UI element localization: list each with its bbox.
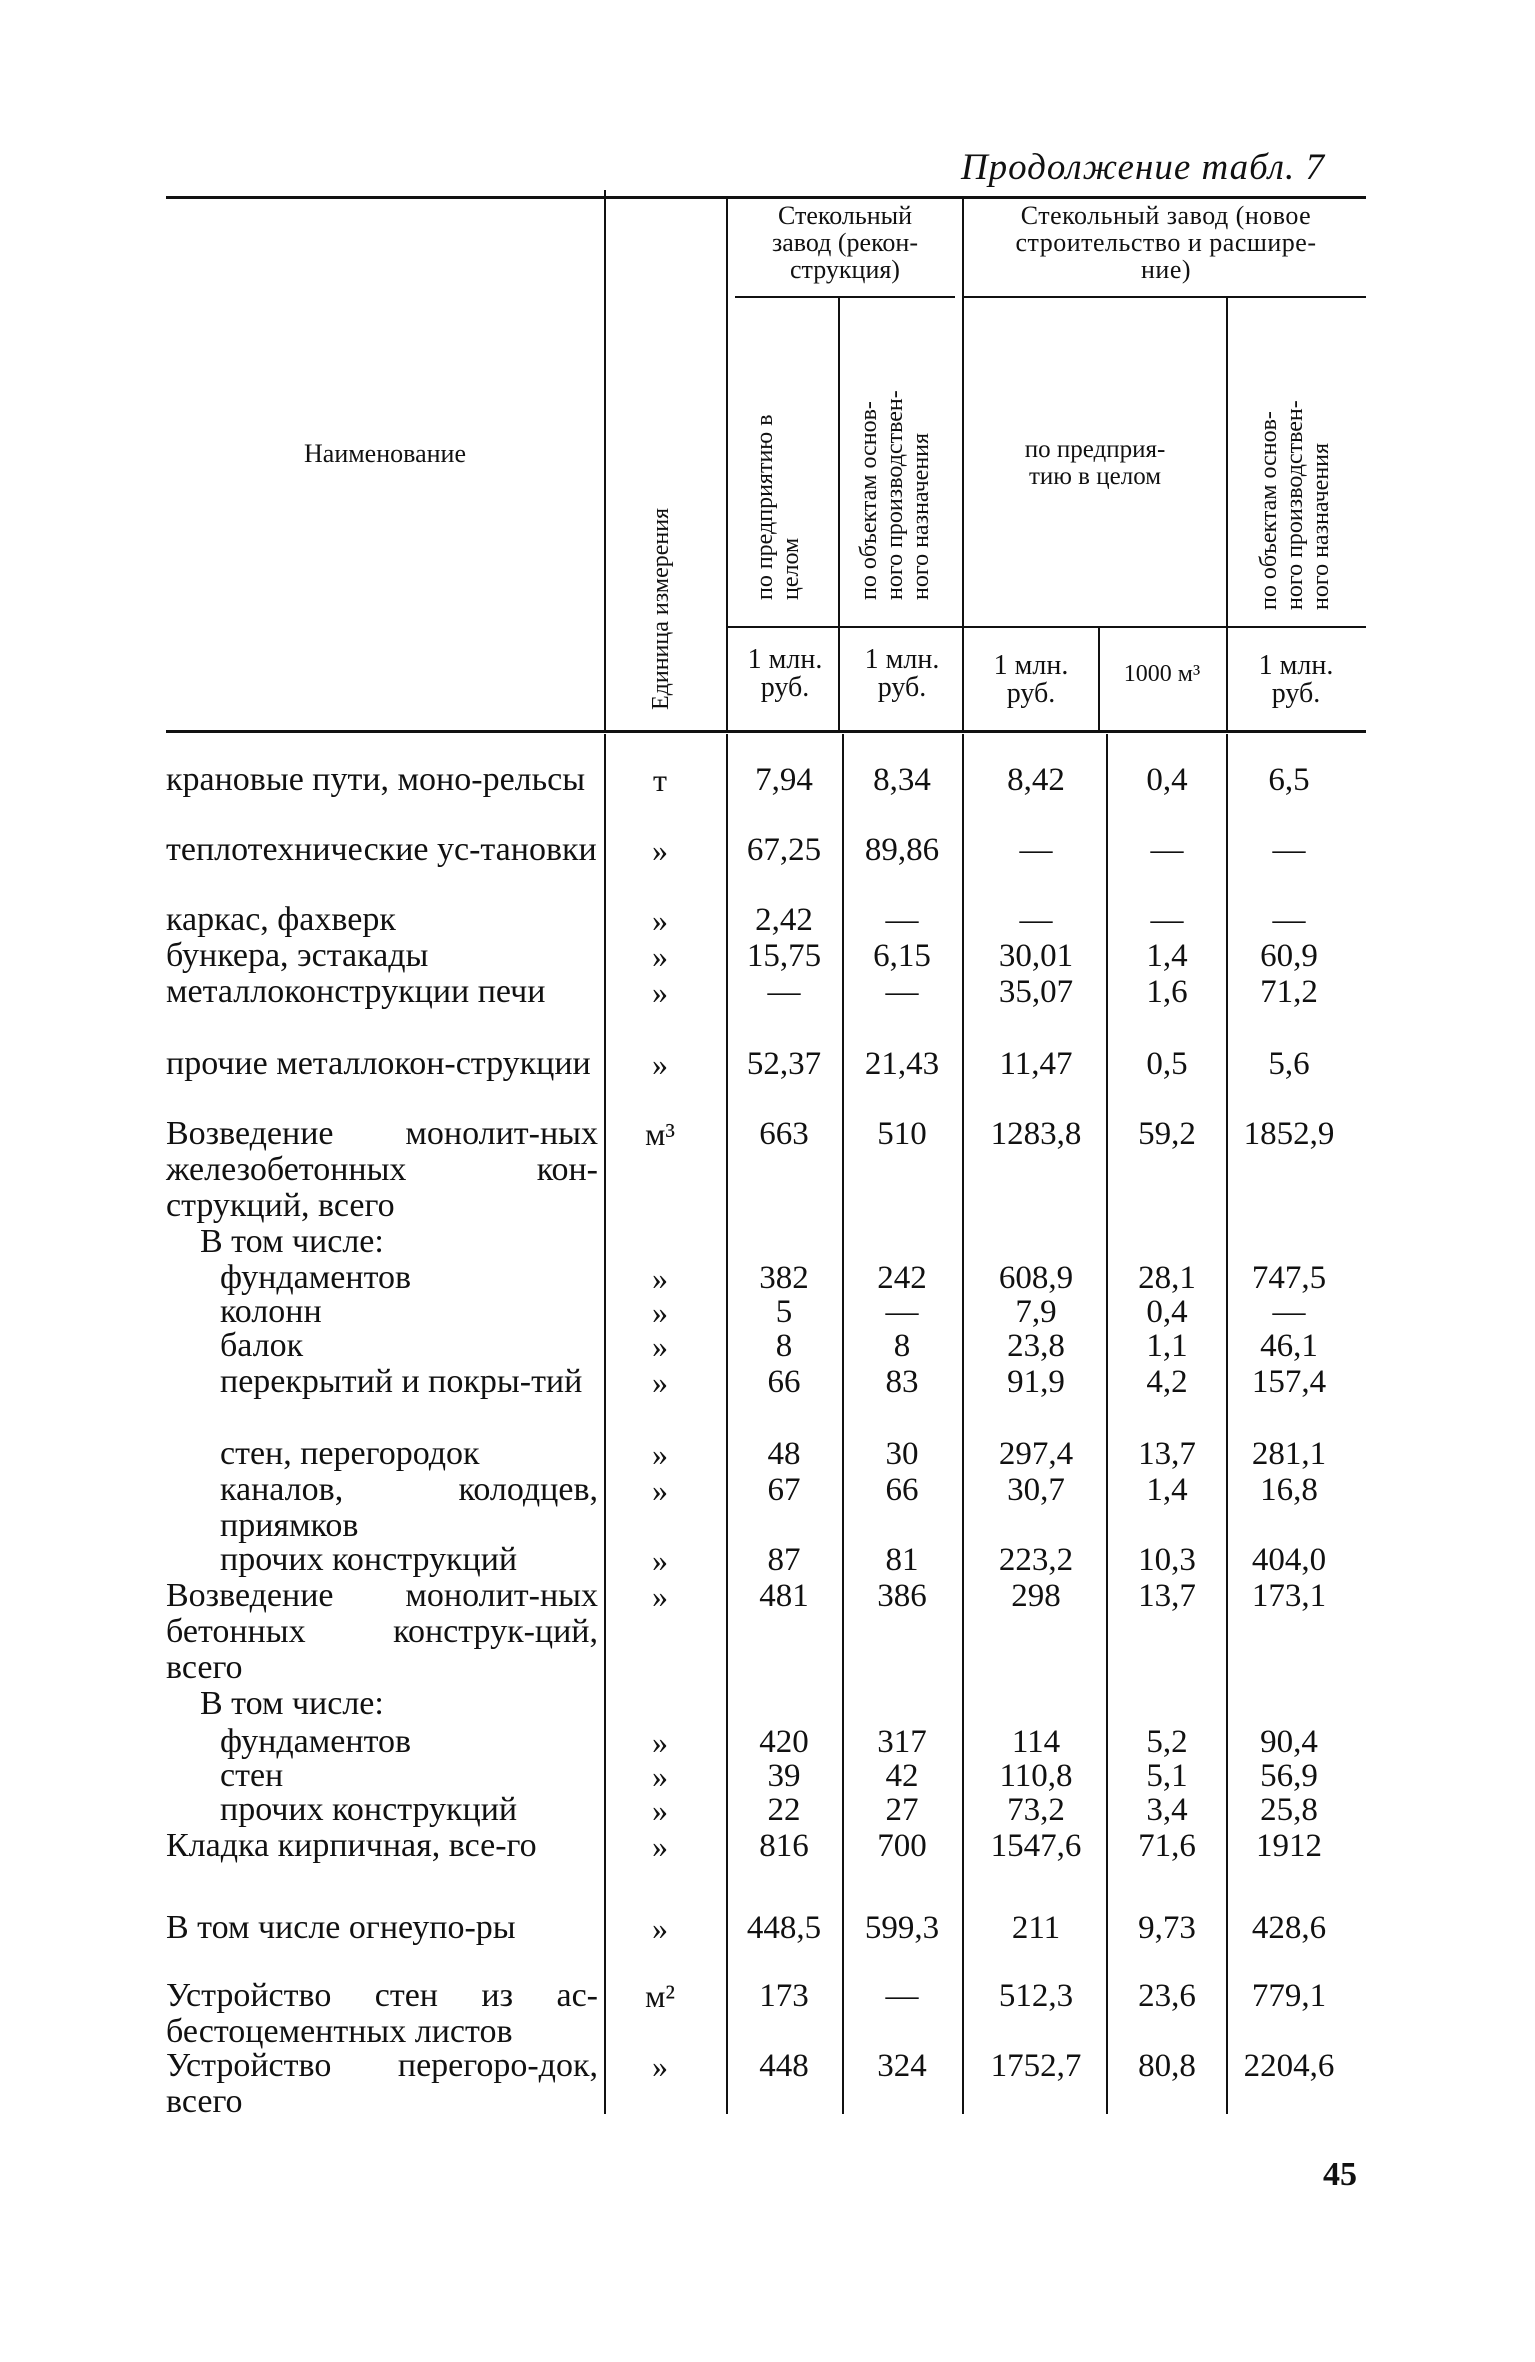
- row-unit: »: [652, 2048, 668, 2084]
- cell-col5: 56,9: [1260, 1758, 1318, 1794]
- cell-col5: 173,1: [1251, 1578, 1327, 1614]
- group1-rule: [735, 296, 955, 298]
- row-name: прочих конструкций: [220, 1541, 518, 1578]
- row-unit: »: [652, 1260, 668, 1296]
- cell-col4: 1,4: [1146, 1472, 1188, 1508]
- cell-col2: 8,34: [873, 762, 931, 798]
- cell-col1: 816: [759, 1828, 809, 1864]
- cell-col3: 1752,7: [990, 2048, 1082, 2084]
- cell-col2: 6,15: [873, 938, 931, 974]
- cell-col5: 16,8: [1260, 1472, 1318, 1508]
- cell-col5: 60,9: [1260, 938, 1318, 974]
- cell-col3: 91,9: [1007, 1364, 1065, 1400]
- cell-col3: 211: [1011, 1910, 1061, 1946]
- cell-col2: —: [885, 1294, 919, 1330]
- row-name: фундаментов: [220, 1259, 412, 1296]
- col-line-name: [604, 190, 606, 730]
- col-line-1: [838, 296, 840, 730]
- row-unit: »: [652, 902, 668, 938]
- cell-col4: 80,8: [1138, 2048, 1196, 2084]
- unit-col3: 1 млн. руб.: [993, 650, 1069, 709]
- cell-col1: 52,37: [746, 1046, 822, 1082]
- cell-col1: 8: [775, 1328, 793, 1364]
- row-name: колонн: [220, 1293, 322, 1330]
- row-unit: »: [652, 974, 668, 1010]
- col-line-2: [962, 196, 964, 730]
- row-unit: »: [652, 1578, 668, 1614]
- cell-col4: 5,1: [1146, 1758, 1188, 1794]
- cell-col5: —: [1272, 902, 1306, 938]
- cell-col3: 110,8: [999, 1758, 1073, 1794]
- cell-col5: 5,6: [1268, 1046, 1310, 1082]
- row-unit: м²: [645, 1978, 675, 2014]
- cell-col1: 48: [767, 1436, 801, 1472]
- cell-col5: 404,0: [1251, 1542, 1327, 1578]
- cell-col4: 5,2: [1146, 1724, 1188, 1760]
- cell-col2: 324: [877, 2048, 927, 2084]
- cell-col2: 30: [885, 1436, 919, 1472]
- row-unit: »: [652, 1724, 668, 1760]
- cell-col2: 386: [877, 1578, 927, 1614]
- cell-col1: 2,42: [755, 902, 813, 938]
- cell-col1: 66: [767, 1364, 801, 1400]
- cell-col4: 23,6: [1138, 1978, 1196, 2014]
- cell-col4: 13,7: [1138, 1578, 1196, 1614]
- cell-col4: —: [1150, 832, 1184, 868]
- cell-col5: 46,1: [1260, 1328, 1318, 1364]
- cell-col1: 382: [759, 1260, 809, 1296]
- cell-col4: 1,1: [1146, 1328, 1188, 1364]
- row-name: Возведение монолит-ных бетонных конструк-ций, всего: [166, 1577, 598, 1686]
- cell-col1: —: [767, 974, 801, 1010]
- header-g1-sub1: по предприятию в целом: [752, 414, 804, 600]
- cell-col1: 420: [759, 1724, 809, 1760]
- row-name: балок: [220, 1327, 304, 1364]
- cell-col2: 317: [877, 1724, 927, 1760]
- cell-col1: 67: [767, 1472, 801, 1508]
- cell-col5: 71,2: [1260, 974, 1318, 1010]
- cell-col4: 13,7: [1138, 1436, 1196, 1472]
- unit-col2: 1 млн. руб.: [864, 644, 940, 703]
- units-rule: [726, 626, 1366, 628]
- cell-col5: —: [1272, 1294, 1306, 1330]
- cell-col1: 5: [775, 1294, 793, 1330]
- row-name: стен, перегородок: [220, 1435, 480, 1472]
- cell-col2: 242: [877, 1260, 927, 1296]
- unit-col1: 1 млн. руб.: [747, 644, 823, 703]
- cell-col2: 81: [885, 1542, 919, 1578]
- cell-col4: 59,2: [1138, 1116, 1196, 1152]
- cell-col1: 7,94: [755, 762, 813, 798]
- header-bottom-rule: [166, 730, 1366, 733]
- cell-col5: 25,8: [1260, 1792, 1318, 1828]
- cell-col3: 298: [1011, 1578, 1061, 1614]
- row-unit: »: [652, 938, 668, 974]
- row-unit: »: [652, 1046, 668, 1082]
- cell-col1: 87: [767, 1542, 801, 1578]
- cell-col4: 71,6: [1138, 1828, 1196, 1864]
- group2-rule: [962, 296, 1366, 298]
- row-unit: »: [652, 1542, 668, 1578]
- row-name: прочие металлокон-струкции: [166, 1045, 591, 1082]
- table-caption: Продолжение табл. 7: [960, 147, 1325, 188]
- cell-col1: 67,25: [746, 832, 822, 868]
- table-top-rule: [166, 196, 1366, 199]
- row-name: теплотехнические ус-тановки: [166, 831, 597, 868]
- cell-col4: 1,6: [1146, 974, 1188, 1010]
- row-unit: »: [652, 1436, 668, 1472]
- cell-col2: 700: [877, 1828, 927, 1864]
- cell-col2: 599,3: [864, 1910, 940, 1946]
- cell-col4: 3,4: [1146, 1792, 1188, 1828]
- row-name: Возведение монолит-ных железобетонных кон-струкций, всего: [166, 1115, 598, 1224]
- cell-col2: 42: [885, 1758, 919, 1794]
- cell-col1: 22: [767, 1792, 801, 1828]
- cell-col4: 0,4: [1146, 762, 1188, 798]
- row-unit: »: [652, 1472, 668, 1508]
- cell-col5: 747,5: [1251, 1260, 1327, 1296]
- cell-col3: —: [1019, 832, 1053, 868]
- cell-col2: 27: [885, 1792, 919, 1828]
- row-name: крановые пути, моно-рельсы: [166, 761, 586, 798]
- row-name: каркас, фахверк: [166, 901, 396, 938]
- cell-col2: 21,43: [864, 1046, 940, 1082]
- cell-col5: 1912: [1256, 1828, 1322, 1864]
- cell-col1: 173: [759, 1978, 809, 2014]
- header-g2-sub1: по предприя- тию в целом: [1024, 436, 1166, 490]
- cell-col4: 9,73: [1138, 1910, 1196, 1946]
- unit-col4: 1000 м³: [1123, 661, 1201, 687]
- cell-col5: 90,4: [1260, 1724, 1318, 1760]
- cell-col3: 35,07: [998, 974, 1074, 1010]
- col-line-unit: [726, 196, 728, 730]
- row-unit: »: [652, 1828, 668, 1864]
- row-unit: т: [653, 762, 667, 798]
- cell-col1: 481: [759, 1578, 809, 1614]
- cell-col2: 83: [885, 1364, 919, 1400]
- header-name: Наименование: [304, 439, 466, 468]
- row-unit: »: [652, 1328, 668, 1364]
- cell-col3: 1547,6: [990, 1828, 1082, 1864]
- row-name: металлоконструкции печи: [166, 973, 546, 1010]
- cell-col3: 7,9: [1015, 1294, 1057, 1330]
- cell-col2: 66: [885, 1472, 919, 1508]
- cell-col1: 448: [759, 2048, 809, 2084]
- row-name: Кладка кирпичная, все-го: [166, 1827, 537, 1864]
- cell-col3: 114: [1011, 1724, 1061, 1760]
- cell-col3: 8,42: [1007, 762, 1065, 798]
- row-name: В том числе огнеупо-ры: [166, 1909, 516, 1946]
- row-unit: »: [652, 1758, 668, 1794]
- header-group1: Стекольный завод (рекон- струкция): [772, 201, 918, 284]
- cell-col4: 10,3: [1138, 1542, 1196, 1578]
- cell-col2: 89,86: [864, 832, 940, 868]
- row-name: фундаментов: [220, 1723, 412, 1760]
- row-name: каналов, колодцев, приямков: [220, 1471, 598, 1544]
- header-g1-sub2: по объектам основ- ного производствен- ного назначения: [856, 390, 934, 600]
- row-unit: »: [652, 1294, 668, 1330]
- row-name: прочих конструкций: [220, 1791, 518, 1828]
- cell-col3: 297,4: [998, 1436, 1074, 1472]
- cell-col1: 448,5: [746, 1910, 822, 1946]
- cell-col2: 510: [877, 1116, 927, 1152]
- row-name: Устройство стен из ас-бестоцементных листов: [166, 1977, 598, 2050]
- row-unit: »: [652, 1364, 668, 1400]
- cell-col3: 1283,8: [990, 1116, 1082, 1152]
- cell-col3: 11,47: [999, 1046, 1073, 1082]
- cell-col5: —: [1272, 832, 1306, 868]
- cell-col4: —: [1150, 902, 1184, 938]
- cell-col3: —: [1019, 902, 1053, 938]
- row-name: В том числе:: [200, 1223, 384, 1260]
- cell-col1: 39: [767, 1758, 801, 1794]
- cell-col1: 663: [759, 1116, 809, 1152]
- row-unit: »: [652, 1910, 668, 1946]
- row-name: стен: [220, 1757, 284, 1794]
- cell-col4: 1,4: [1146, 938, 1188, 974]
- cell-col5: 428,6: [1251, 1910, 1327, 1946]
- cell-col3: 512,3: [998, 1978, 1074, 2014]
- row-unit: »: [652, 1792, 668, 1828]
- cell-col2: —: [885, 974, 919, 1010]
- row-name: В том числе:: [200, 1685, 384, 1722]
- cell-col3: 73,2: [1007, 1792, 1065, 1828]
- header-unit: Единица измерения: [648, 507, 674, 710]
- cell-col5: 2204,6: [1243, 2048, 1335, 2084]
- row-unit: »: [652, 832, 668, 868]
- cell-col3: 30,01: [998, 938, 1074, 974]
- cell-col5: 281,1: [1251, 1436, 1327, 1472]
- unit-col5: 1 млн. руб.: [1258, 650, 1334, 709]
- cell-col2: —: [885, 1978, 919, 2014]
- row-name: бункера, эстакады: [166, 937, 429, 974]
- cell-col3: 223,2: [998, 1542, 1074, 1578]
- cell-col5: 1852,9: [1243, 1116, 1335, 1152]
- cell-col4: 0,4: [1146, 1294, 1188, 1330]
- header-group2: Стекольный завод (новое строительство и расшире- ние): [1015, 201, 1317, 284]
- cell-col3: 608,9: [998, 1260, 1074, 1296]
- cell-col4: 28,1: [1138, 1260, 1196, 1296]
- header-g2-sub2: по объектам основ- ного производствен- ного назначения: [1256, 400, 1334, 610]
- page-number: 45: [1323, 2156, 1357, 2193]
- body-line-name: [604, 734, 606, 2114]
- cell-col4: 4,2: [1146, 1364, 1188, 1400]
- cell-col5: 779,1: [1251, 1978, 1327, 2014]
- row-name: Устройство перегоро-док, всего: [166, 2047, 598, 2120]
- cell-col3: 23,8: [1007, 1328, 1065, 1364]
- row-name: перекрытий и покры-тий: [220, 1363, 583, 1400]
- cell-col5: 6,5: [1268, 762, 1310, 798]
- body-line-2: [962, 734, 964, 2114]
- row-unit: м³: [645, 1116, 675, 1152]
- cell-col5: 157,4: [1251, 1364, 1327, 1400]
- cell-col3: 30,7: [1007, 1472, 1065, 1508]
- cell-col4: 0,5: [1146, 1046, 1188, 1082]
- cell-col2: 8: [893, 1328, 911, 1364]
- cell-col2: —: [885, 902, 919, 938]
- cell-col1: 15,75: [746, 938, 822, 974]
